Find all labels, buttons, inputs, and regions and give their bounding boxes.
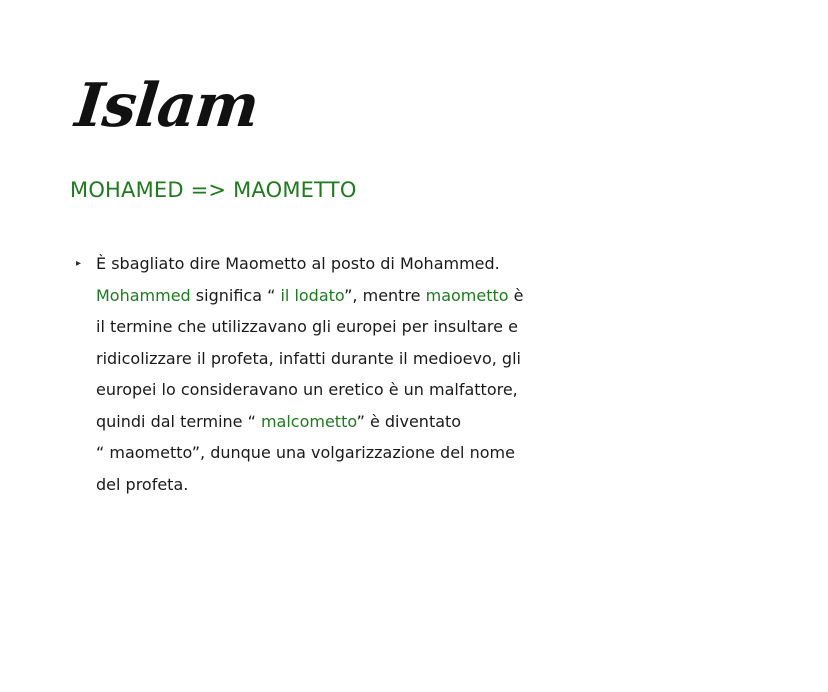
highlighted-term: malcometto <box>260 411 357 431</box>
text-segment: quindi dal termine “ <box>96 411 261 431</box>
paragraph-line <box>96 406 540 438</box>
bullet-list <box>70 248 540 500</box>
bullet-text <box>96 248 540 500</box>
text-segment: europei lo consideravano un eretico è un malfattore, <box>96 380 518 399</box>
highlighted-term: maometto <box>425 285 509 305</box>
bullet-item <box>70 248 540 500</box>
text-segment: significa “ <box>190 285 281 305</box>
bullet-marker-icon: ▸ <box>76 258 82 269</box>
text-segment: del profeta. <box>96 474 189 494</box>
paragraph-line <box>96 311 540 343</box>
paragraph-line <box>96 437 540 469</box>
text-segment: ridicolizzare il profeta, infatti durante il medioevo, gli <box>96 348 521 368</box>
text-segment: “ maometto”, dunque una volgarizzazione del nome <box>96 443 515 462</box>
highlighted-term: il lodato <box>280 285 345 305</box>
paragraph-line <box>96 280 540 312</box>
page-title: Islam <box>72 71 262 141</box>
text-segment: è <box>508 285 524 305</box>
paragraph-line <box>96 248 540 280</box>
paragraph-line <box>96 374 540 406</box>
text-segment: ” è diventato <box>356 411 462 431</box>
text-segment: ”, mentre <box>344 285 426 305</box>
text-segment: È sbagliato dire Maometto al posto di Mohammed. <box>96 254 500 273</box>
text-segment: il termine che utilizzavano gli europei per insultare e <box>96 317 518 336</box>
paragraph-line <box>96 469 540 501</box>
highlighted-term: Mohammed <box>96 285 191 305</box>
paragraph-line <box>96 343 540 375</box>
subtitle: MOHAMED => MAOMETTO <box>70 178 357 202</box>
